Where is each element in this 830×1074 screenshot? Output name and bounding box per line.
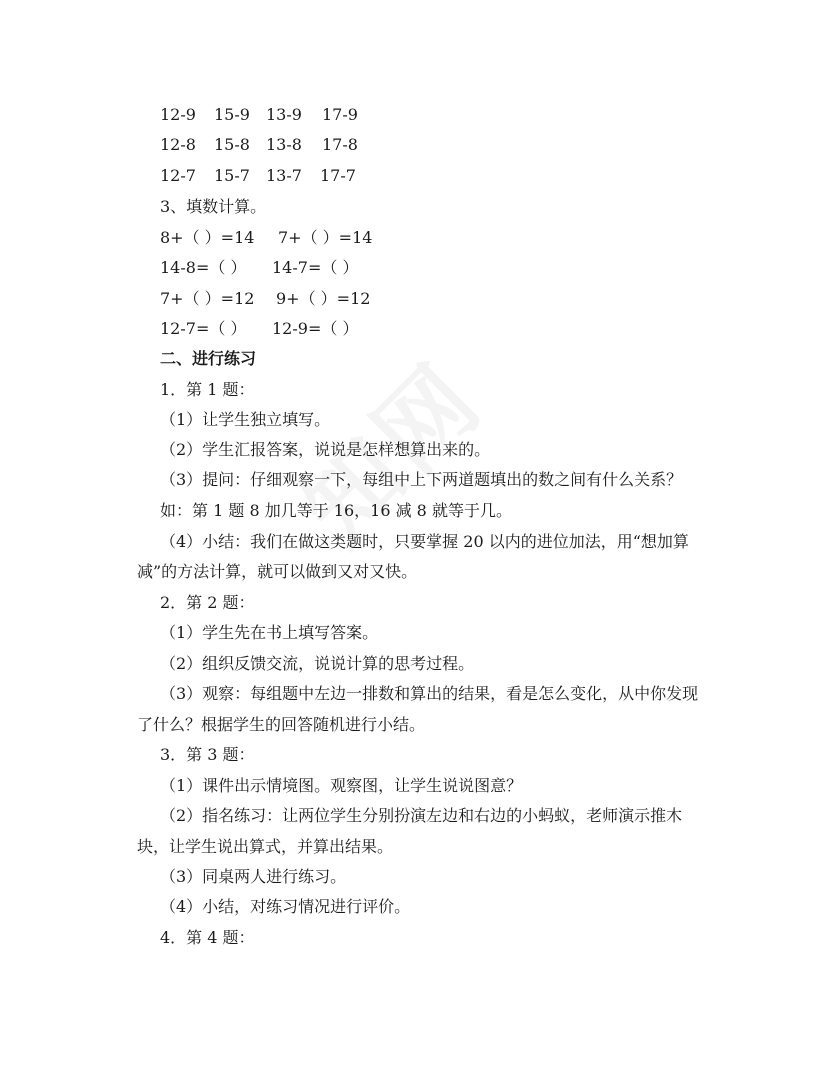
item-2-step-2: （2）组织反馈交流，说说计算的思考过程。 <box>160 654 475 673</box>
fill-row-2 <box>160 258 400 278</box>
item-2-heading: 2．第 2 题： <box>160 593 255 612</box>
item-1-step-4-line-2: 减”的方法计算，就可以做到又对又快。 <box>137 562 418 581</box>
grid-row-1 <box>160 105 420 125</box>
item-1-step-4-line-1: （4）小结：我们在做这类题时，只要掌握 20 以内的进位加法，用“想加算 <box>160 532 689 551</box>
fill-row-1 <box>160 228 400 248</box>
grid-cell: 12-9 <box>160 105 196 124</box>
grid-row-3 <box>160 166 420 186</box>
item-1-heading: 1．第 1 题： <box>160 380 255 399</box>
fill-cell: 8+（ ）=14 <box>160 228 255 247</box>
fill-row-3 <box>160 289 400 309</box>
item-2-step-3-line-2: 了什么？根据学生的回答随机进行小结。 <box>137 715 426 734</box>
item-2-step-3-line-1: （3）观察：每组题中左边一排数和算出的结果，看是怎么变化，从中你发现 <box>160 684 699 703</box>
item-1-example: 如：第 1 题 8 加几等于 16，16 减 8 就等于几。 <box>160 501 512 520</box>
item-3-step-2-line-1: （2）指名练习：让两位学生分别扮演左边和右边的小蚂蚁，老师演示推木 <box>160 806 683 825</box>
fill-heading: 3、填数计算。 <box>160 197 267 216</box>
grid-cell: 17-8 <box>322 135 358 154</box>
item-1-step-2: （2）学生汇报答案，说说是怎样想算出来的。 <box>160 440 491 459</box>
grid-cell: 13-8 <box>266 135 302 154</box>
fill-cell: 14-7=（ ） <box>272 258 359 277</box>
item-3-step-2-line-2: 块，让学生说出算式，并算出结果。 <box>137 837 394 856</box>
item-3-step-3: （3）同桌两人进行练习。 <box>160 867 347 886</box>
grid-cell: 17-7 <box>320 166 356 185</box>
item-1-step-3: （3）提问：仔细观察一下，每组中上下两道题填出的数之间有什么关系？ <box>160 470 683 489</box>
grid-cell: 12-7 <box>160 166 196 185</box>
grid-cell: 15-7 <box>214 166 250 185</box>
item-2-step-1: （1）学生先在书上填写答案。 <box>160 623 379 642</box>
fill-cell: 12-7=（ ） <box>160 319 247 338</box>
grid-cell: 12-8 <box>160 135 196 154</box>
grid-cell: 13-9 <box>266 105 302 124</box>
fill-cell: 9+（ ）=12 <box>276 289 371 308</box>
grid-row-2 <box>160 135 420 155</box>
grid-cell: 17-9 <box>322 105 358 124</box>
item-3-step-1: （1）课件出示情境图。观察图，让学生说说图意？ <box>160 776 523 795</box>
item-3-heading: 3．第 3 题： <box>160 745 255 764</box>
fill-cell: 7+（ ）=14 <box>278 228 373 247</box>
fill-cell: 14-8=（ ） <box>160 258 247 277</box>
item-4-heading: 4．第 4 题： <box>160 928 255 947</box>
item-1-step-1: （1）让学生独立填写。 <box>160 410 331 429</box>
grid-cell: 13-7 <box>266 166 302 185</box>
item-3-step-4: （4）小结，对练习情况进行评价。 <box>160 897 411 916</box>
grid-cell: 15-8 <box>214 135 250 154</box>
section-title: 二、进行练习 <box>160 349 257 368</box>
grid-cell: 15-9 <box>214 105 250 124</box>
fill-cell: 12-9=（ ） <box>272 319 359 338</box>
fill-cell: 7+（ ）=12 <box>160 289 255 308</box>
fill-row-4 <box>160 319 400 339</box>
